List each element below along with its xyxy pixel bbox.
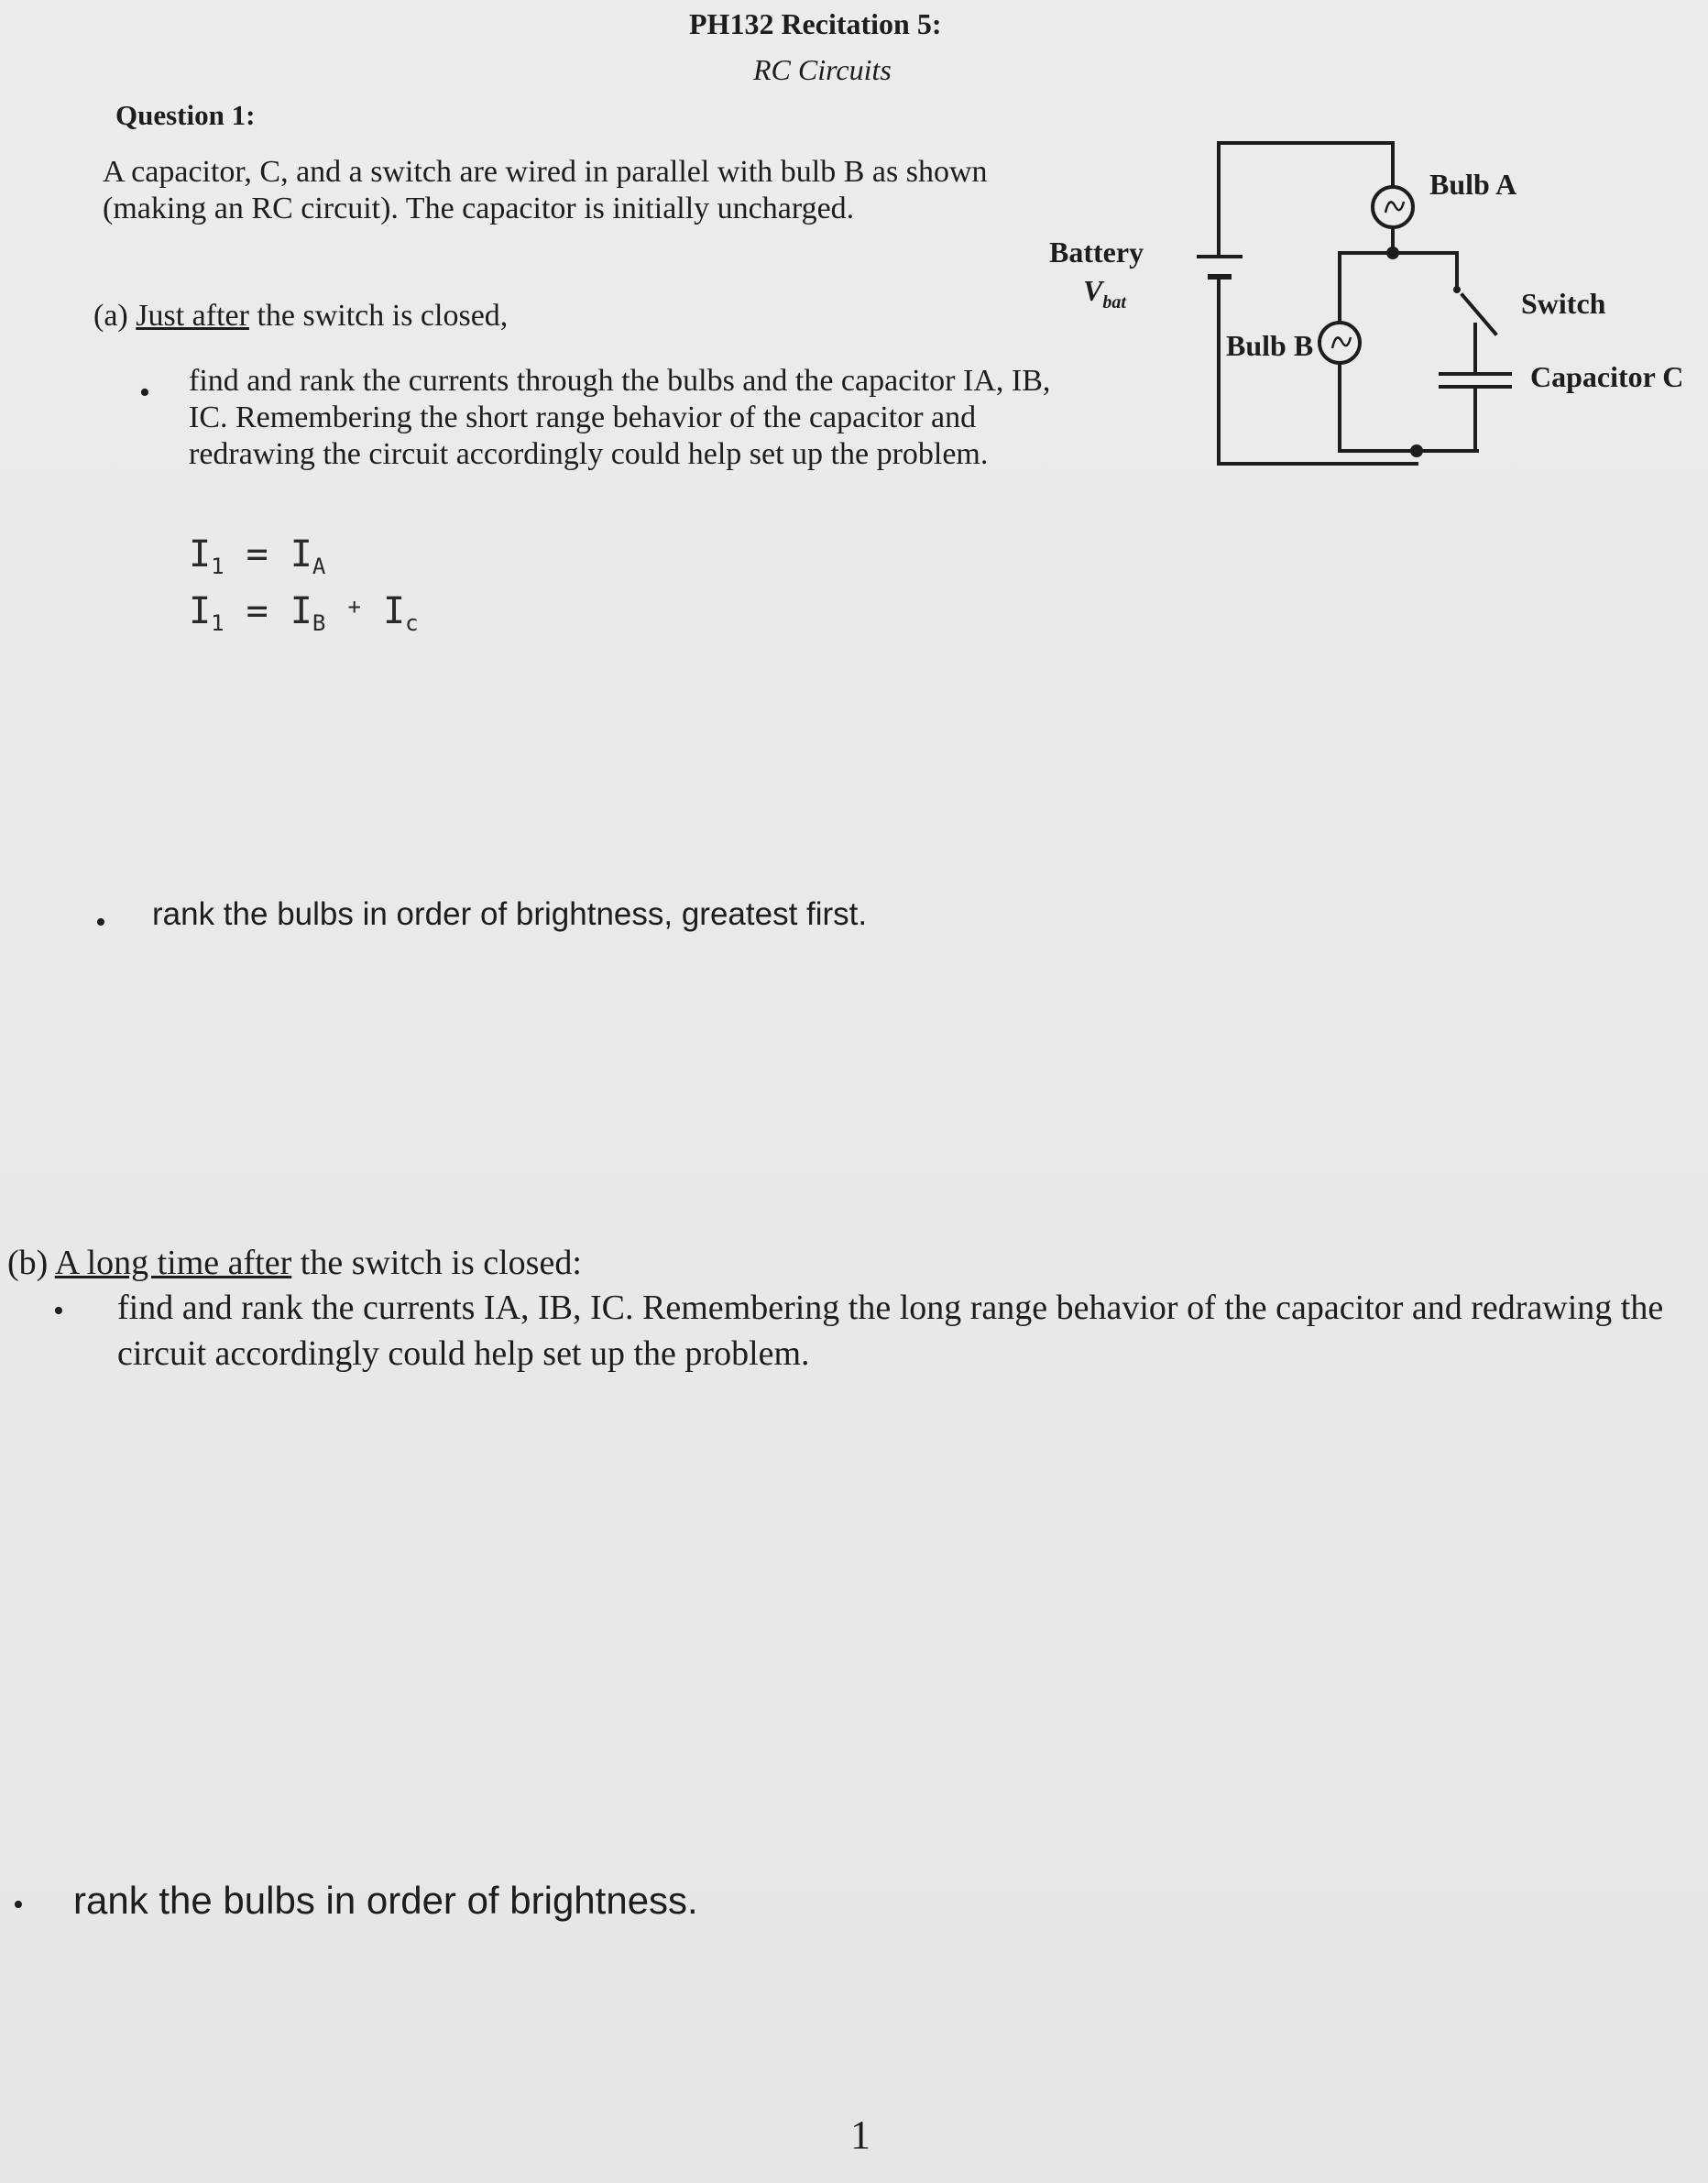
part-b-rest: the switch is closed:	[300, 1244, 582, 1282]
circuit-diagram	[1026, 128, 1708, 495]
bullet-dot: •	[95, 905, 106, 939]
label-switch: Switch	[1521, 287, 1606, 320]
part-a-bullet-brightness: rank the bulbs in order of brightness, greatest first.	[152, 896, 868, 932]
wire-branch-top	[1340, 253, 1457, 290]
handwritten-equation-1: $I_1 = I_A$	[189, 533, 326, 580]
question-intro: A capacitor, C, and a switch are wired in parallel with bulb B as shown (making an RC circuit). The capacitor is initially uncharged.	[103, 155, 988, 225]
bullet-dot: •	[13, 1888, 24, 1922]
label-capacitor: Capacitor C	[1530, 360, 1684, 393]
wire-bulb-b-to-bottom	[1340, 363, 1477, 451]
switch-blade	[1462, 295, 1495, 334]
switch-contact	[1453, 286, 1461, 293]
bullet-dot: •	[139, 376, 150, 410]
battery-symbol	[1197, 257, 1243, 277]
part-b-heading	[7, 1243, 582, 1283]
junction-dot	[1410, 444, 1423, 457]
label-battery: Battery	[1049, 236, 1144, 269]
page-subtitle: RC Circuits	[753, 53, 892, 86]
part-a-rest: the switch is closed,	[257, 299, 509, 333]
label-bulb-b: Bulb B	[1226, 329, 1314, 362]
page-title: PH132 Recitation 5:	[689, 7, 942, 40]
page-number: 1	[850, 2112, 870, 2157]
question-heading: Question 1:	[115, 99, 256, 131]
part-a-label: (a)	[93, 299, 128, 333]
handwritten-equation-2: $I_1 = I_B$ + $I_c$	[189, 590, 419, 637]
part-b-bullet-currents: find and rank the currents IA, IB, IC. Remembering the long range behavior of the capacitor and redrawing the circuit accordingly could help set up the problem.	[117, 1289, 1664, 1373]
capacitor-symbol	[1439, 374, 1512, 387]
part-a-heading	[93, 299, 508, 334]
part-a-bullet-currents: find and rank the currents through the bulbs and the capacitor IA, IB, IC. Remembering the short range behavior of the capacitor and redrawing the circuit accordingly could help set up the problem.	[189, 364, 1051, 471]
bulb-b-symbol	[1319, 323, 1360, 363]
part-a-underlined: Just after	[136, 299, 249, 333]
bulb-a-symbol	[1373, 187, 1413, 227]
part-b-bullet-brightness: rank the bulbs in order of brightness.	[73, 1879, 698, 1922]
part-b-underlined: A long time after	[54, 1244, 292, 1282]
bullet-dot: •	[53, 1294, 64, 1328]
wire-outer-top	[1219, 143, 1393, 187]
wire-outer-left-bottom	[1219, 277, 1417, 464]
label-vbat: $V_{bat}$	[1083, 274, 1126, 313]
junction-dot	[1386, 247, 1399, 259]
part-b-label: (b)	[7, 1244, 49, 1282]
label-bulb-a: Bulb A	[1429, 168, 1517, 201]
